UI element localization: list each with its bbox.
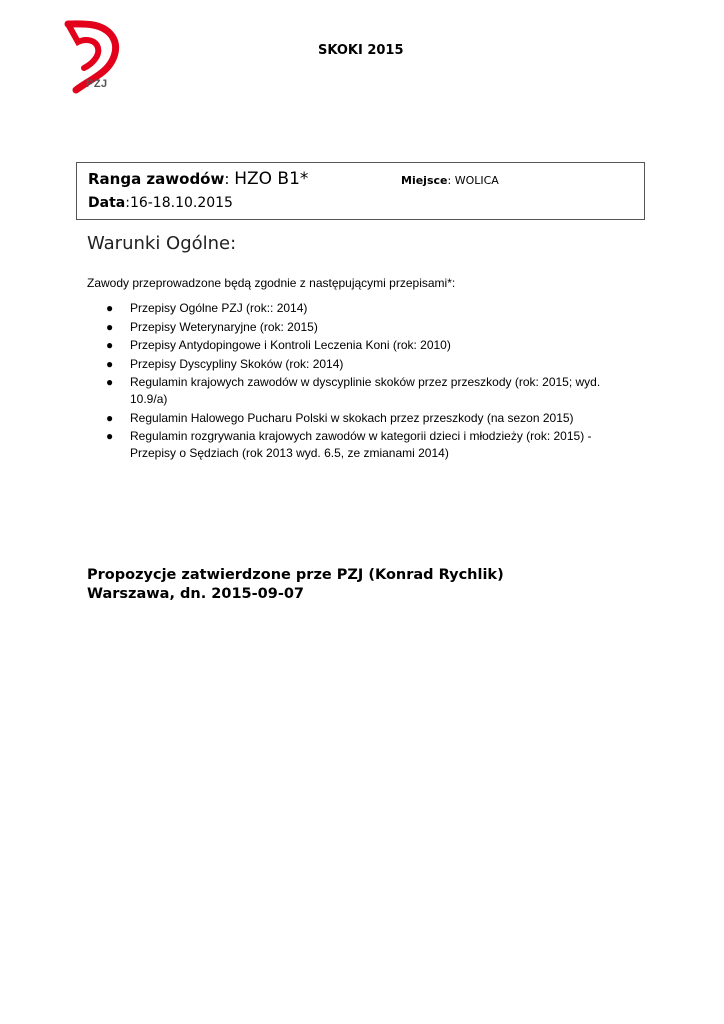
- approval-block: [87, 566, 504, 604]
- data-label: Data: [88, 195, 126, 211]
- ranga-colon: :: [224, 170, 235, 188]
- list-item: [104, 319, 624, 336]
- approval-line: Propozycje zatwierdzone prze PZJ (Konrad Rychlik): [87, 567, 504, 583]
- bullet-icon: ●: [106, 375, 114, 389]
- list-item: [104, 356, 624, 373]
- list-item: [104, 428, 624, 462]
- list-item: [104, 337, 624, 354]
- rules-intro: Zawody przeprowadzone będą zgodnie z następującymi przepisami*:: [87, 276, 456, 290]
- approval-date-line: Warszawa, dn. 2015-09-07: [87, 586, 305, 602]
- miejsce-colon: :: [447, 174, 455, 187]
- section-title: Warunki Ogólne:: [87, 233, 237, 254]
- rule-text: Przepisy Antydopingowe i Kontroli Leczenia Koni (rok: 2010): [130, 338, 451, 352]
- bullet-icon: ●: [106, 429, 114, 443]
- miejsce-label: Miejsce: [401, 174, 448, 187]
- data-value: 16-18.10.2015: [129, 195, 233, 211]
- bullet-icon: ●: [106, 338, 114, 352]
- logo-text: PZJ: [86, 78, 108, 90]
- data-line: [88, 195, 233, 211]
- list-item: [104, 374, 624, 408]
- ranga-value: HZO B1*: [234, 169, 309, 189]
- rule-text: Przepisy Ogólne PZJ (rok:: 2014): [130, 301, 308, 315]
- list-item: [104, 300, 624, 317]
- ranga-line: [88, 169, 308, 189]
- rule-text: Przepisy Weterynaryjne (rok: 2015): [130, 319, 318, 334]
- bullet-icon: ●: [106, 301, 114, 315]
- pzj-logo: [62, 18, 124, 96]
- competition-info-box: [76, 162, 645, 220]
- rule-text: Przepisy Dyscypliny Skoków (rok: 2014): [130, 356, 344, 371]
- rules-list: [104, 300, 624, 464]
- rule-text: Regulamin Halowego Pucharu Polski w skokach przez przeszkody (na sezon 2015): [130, 410, 574, 425]
- bullet-icon: ●: [106, 410, 114, 425]
- list-item: [104, 410, 624, 427]
- document-title: SKOKI 2015: [318, 43, 404, 58]
- bullet-icon: ●: [106, 356, 114, 371]
- rule-text: Regulamin krajowych zawodów w dyscyplinie skoków przez przeszkody (rok: 2015; wyd. 10.9/a): [130, 375, 601, 406]
- bullet-icon: ●: [106, 319, 114, 334]
- miejsce-line: [401, 174, 499, 187]
- miejsce-value: WOLICA: [454, 174, 499, 187]
- data-colon: :: [125, 195, 130, 211]
- rule-text: Regulamin rozgrywania krajowych zawodów w kategorii dzieci i młodzieży (rok: 2015) - Przepisy o Sędziach (rok 2013 wyd. 6.5, ze zmianami 2014): [130, 429, 592, 460]
- ranga-label: Ranga zawodów: [88, 170, 225, 188]
